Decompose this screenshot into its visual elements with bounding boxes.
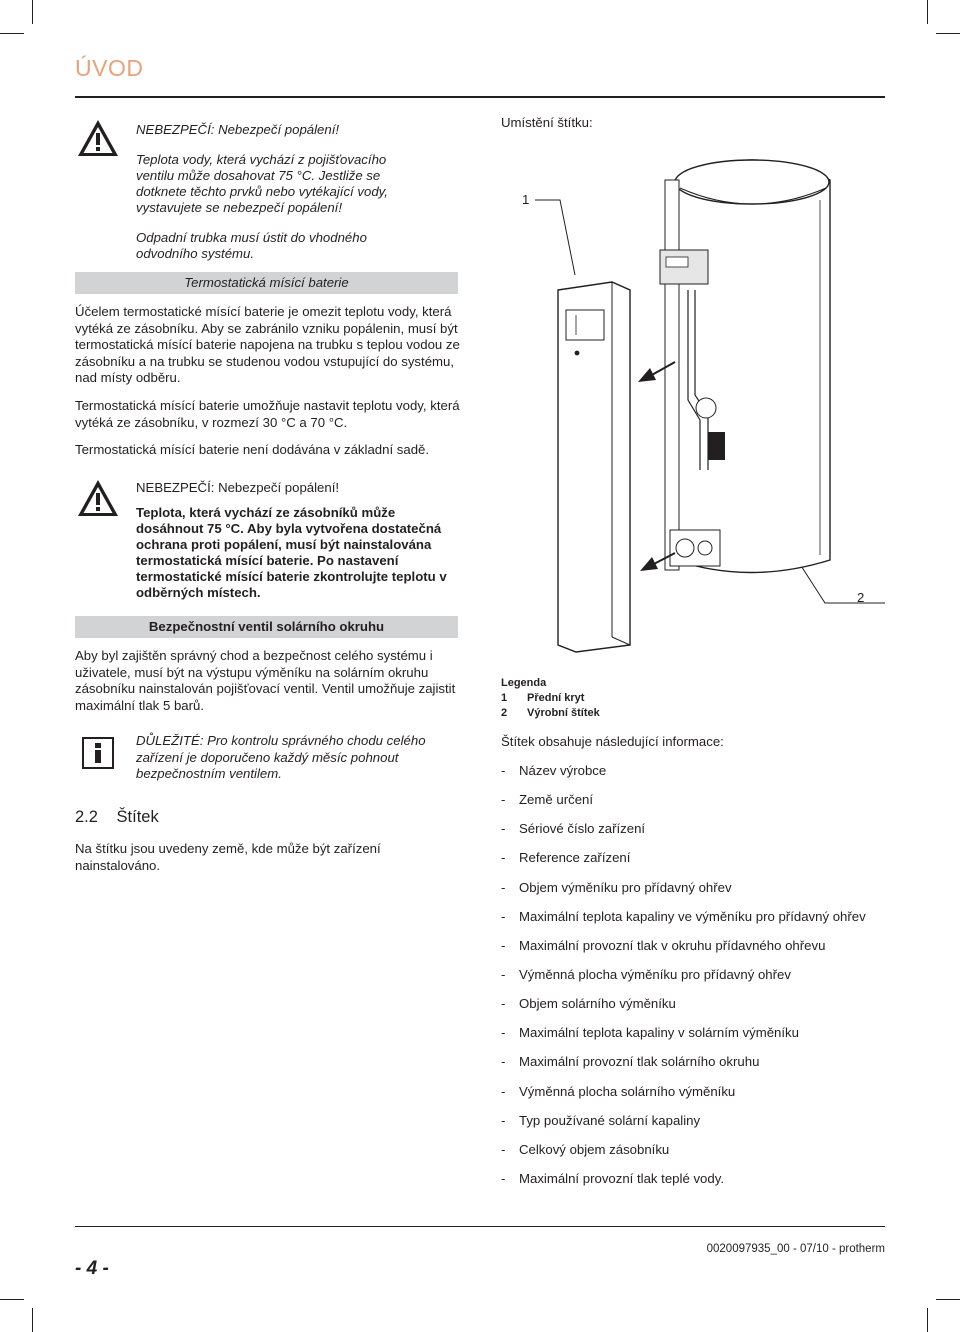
- header-rule: [75, 96, 885, 98]
- page-section-title: ÚVOD: [75, 55, 144, 81]
- paragraph: Termostatická mísící baterie není dodávána v základní sadě.: [75, 442, 430, 458]
- list-item: - Reference zařízení: [501, 850, 631, 866]
- label-info-list: [501, 763, 886, 1200]
- paragraph: Účelem termostatické mísící baterie je omezit teplotu vody, která vytéká ze zásobníku. Aby se zabránilo vzniku popálenin, musí být termostatická mísící baterie napojena na trubku s teplou vodou ze zásobníku a na trubku se studenou vodou vstupující do systému, nad místy odběru.: [75, 304, 460, 386]
- list-item: - Objem výměníku pro přídavný ohřev: [501, 879, 732, 895]
- crop-mark: [936, 1299, 960, 1300]
- section-heading: Termostatická mísící baterie: [75, 272, 458, 294]
- list-item: - Maximální provozní tlak v okruhu přídavného ohřevu: [501, 937, 826, 953]
- warning-title: NEBEZPEČÍ: Nebezpečí popálení!: [136, 480, 340, 495]
- legend-label: Přední kryt: [527, 692, 585, 704]
- list-item: - Výměnná plocha výměníku pro přídavný ohřev: [501, 966, 791, 982]
- warning-icon: [76, 478, 120, 518]
- legend-label: Výrobní štítek: [527, 707, 600, 719]
- paragraph: Na štítku jsou uvedeny země, kde může být zařízení nainstalováno.: [75, 841, 381, 873]
- list-item: - Maximální provozní tlak solárního okruhu: [501, 1054, 760, 1070]
- figure-caption: Umístění štítku:: [501, 115, 593, 130]
- important-note: DŮLEŽITÉ: Pro kontrolu správného chodu celého zařízení je doporučeno každý měsíc pohnout bezpečnostním ventilem.: [136, 733, 426, 782]
- warning-title: NEBEZPEČÍ: Nebezpečí popálení!: [136, 122, 340, 137]
- crop-mark: [927, 0, 928, 24]
- list-item: - Objem solárního výměníku: [501, 996, 676, 1012]
- warning-text: Teplota, která vychází ze zásobníků může dosáhnout 75 °C. Aby byla vytvořena dostatečná ochrana proti popálení, musí být nainstalována termostatická mísící baterie. Po nastavení termostatické mísící baterie zkontrolujte teplotu v odběrných místech.: [136, 505, 447, 600]
- section-number: 2.2: [75, 808, 98, 826]
- crop-mark: [32, 1308, 33, 1332]
- list-intro: Štítek obsahuje následující informace:: [501, 734, 724, 749]
- warning-text: Teplota vody, která vychází z pojišťovacího ventilu může dosahovat 75 °C. Jestliže se dotknete těchto prvků nebo vytékající vody, vystavujete se nebezpečí popálení!: [136, 152, 388, 215]
- paragraph: Aby byl zajištěn správný chod a bezpečnost celého systému i uživatele, musí být na výstupu výměníku na solárním okruhu zásobníku nainstalován pojišťovací ventil. Ventil umožňuje zajistit maximální tlak 5 barů.: [75, 648, 456, 713]
- legend-title: Legenda: [501, 677, 547, 689]
- list-item: - Maximální teplota kapaliny ve výměníku pro přídavný ohřev: [501, 908, 866, 924]
- list-item: - Maximální teplota kapaliny v solárním výměníku: [501, 1025, 799, 1041]
- footer-rule: [75, 1226, 885, 1227]
- warning-block-1: [136, 122, 426, 262]
- crop-mark: [32, 0, 33, 24]
- list-item: - Typ používané solární kapaliny: [501, 1112, 701, 1128]
- section-body: [75, 304, 463, 459]
- section-heading: Bezpečnostní ventil solárního okruhu: [75, 616, 458, 638]
- warning-note: Odpadní trubka musí ústit do vhodného odvodního systému.: [136, 230, 367, 261]
- list-item: - Název výrobce: [501, 763, 607, 778]
- section-name: Štítek: [116, 808, 159, 826]
- callout-1: 1: [522, 192, 530, 207]
- legend-number: 2: [501, 707, 508, 719]
- info-icon: [82, 737, 114, 769]
- list-item: - Výměnná plocha solárního výměníku: [501, 1083, 736, 1099]
- legend-item: [501, 706, 600, 721]
- list-item: - Sériové číslo zařízení: [501, 821, 646, 837]
- callout-2: 2: [857, 590, 865, 605]
- crop-mark: [936, 33, 960, 34]
- page-number: - 4 -: [75, 1258, 109, 1279]
- section-title: [75, 808, 159, 827]
- list-item: - Celkový objem zásobníku: [501, 1141, 670, 1157]
- warning-icon: [76, 118, 120, 158]
- warning-block-2: [136, 480, 456, 601]
- paragraph: Termostatická mísící baterie umožňuje nastavit teplotu vody, která vytéká ze zásobníku, v rozmezí 30 °C a 70 °C.: [75, 397, 460, 430]
- legend-number: 1: [501, 692, 508, 704]
- list-item: - Maximální provozní tlak teplé vody.: [501, 1170, 724, 1186]
- legend: [501, 676, 600, 721]
- document-reference: 0020097935_00 - 07/10 - protherm: [706, 1243, 885, 1255]
- crop-mark: [927, 1308, 928, 1332]
- list-item: - Země určení: [501, 792, 594, 808]
- legend-item: [501, 691, 600, 706]
- crop-mark: [0, 1299, 24, 1300]
- water-heater-illustration: [530, 140, 890, 660]
- crop-mark: [0, 33, 24, 34]
